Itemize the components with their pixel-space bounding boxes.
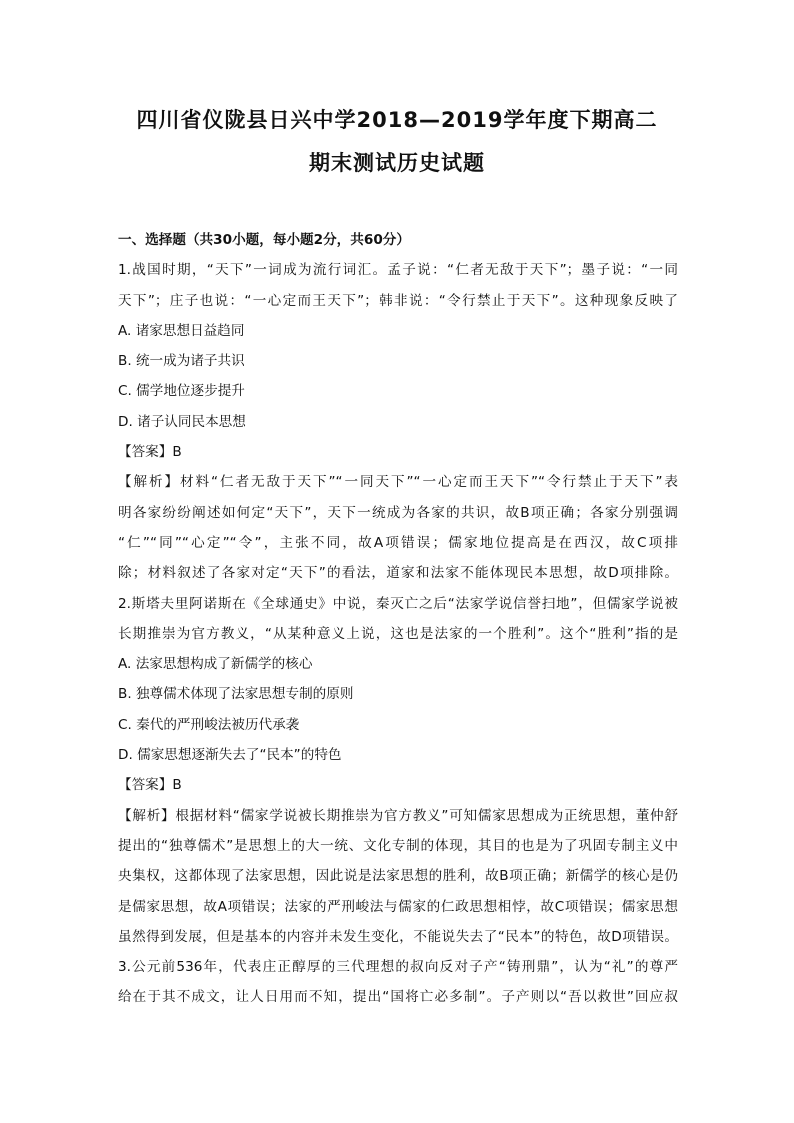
- exam-content: [118, 225, 678, 1013]
- analysis-line: 【解析】根据材料“儒家学说被长期推崇为官方教义”可知儒家思想成为正统思想，董仲舒: [118, 807, 678, 824]
- document-subtitle: 期末测试历史试题: [309, 151, 485, 175]
- question-stem-line: 长期推崇为官方教义，“从某种意义上说，这也是法家的一个胜利”。这个“胜利”指的是: [118, 625, 678, 642]
- question-stem-line: 1.战国时期，“天下”一词成为流行词汇。孟子说：“仁者无敌于天下”；墨子说：“一同: [118, 262, 678, 279]
- question-3: [118, 952, 678, 1013]
- section-heading: 一、选择题（共30小题，每小题2分，共60分）: [118, 232, 410, 248]
- option-a: A. 法家思想构成了新儒学的核心: [118, 656, 313, 673]
- option-d: D. 诸子认同民本思想: [118, 413, 246, 430]
- analysis-line: 提出的“独尊儒术”是思想上的大一统、文化专制的体现，其目的也是为了巩固专制主义中: [118, 837, 678, 854]
- option-d: D. 儒家思想逐渐失去了“民本”的特色: [118, 747, 342, 764]
- analysis-line: 【解析】材料“仁者无敌于天下”“一同天下”“一心定而王天下”“令行禁止于天下”表: [118, 474, 678, 491]
- analysis-line: 虽然得到发展，但是基本的内容并未发生变化，不能说失去了“民本”的特色，故D项错误。: [118, 928, 678, 945]
- analysis-line: 除；材料叙述了各家对定“天下”的看法，道家和法家不能体现民本思想，故D项排除。: [118, 565, 678, 582]
- option-a: A. 诸家思想日益趋同: [118, 322, 245, 339]
- option-b: B. 独尊儒术体现了法家思想专制的原则: [118, 686, 354, 703]
- question-stem-line: 3.公元前536年，代表庄正醇厚的三代理想的叔向反对子产“铸刑鼎”，认为“礼”的尊严: [118, 959, 678, 976]
- question-1: [118, 255, 678, 588]
- document-title: 四川省仪陇县日兴中学2018—2019学年度下期高二: [136, 108, 658, 132]
- analysis-line: 明各家纷纷阐述如何定“天下”，天下一统成为各家的共识，故B项正确；各家分别强调: [118, 504, 678, 521]
- question-stem-line: 天下”；庄子也说：“一心定而王天下”；韩非说：“令行禁止于天下”。这种现象反映了: [118, 292, 678, 309]
- analysis-line: 央集权，这都体现了法家思想，因此说是法家思想的胜利，故B项正确；新儒学的核心是仍: [118, 868, 678, 885]
- question-stem-line: 2.斯塔夫里阿诺斯在《全球通史》中说，秦灭亡之后“法家学说信誉扫地”，但儒家学说被: [118, 595, 678, 612]
- question-stem-line: 给在于其不成文，让人日用而不知，提出“国将亡必多制”。子产则以“吾以救世”回应叔: [118, 989, 678, 1006]
- analysis-line: 是儒家思想，故A项错误；法家的严刑峻法与儒家的仁政思想相悖，故C项错误；儒家思想: [118, 898, 678, 915]
- answer: 【答案】B: [118, 777, 182, 794]
- option-b: B. 统一成为诸子共识: [118, 353, 245, 370]
- question-2: [118, 589, 678, 953]
- option-c: C. 儒学地位逐步提升: [118, 383, 245, 400]
- answer: 【答案】B: [118, 444, 182, 461]
- option-c: C. 秦代的严刑峻法被历代承袭: [118, 716, 300, 733]
- analysis-line: “仁”“同”“心定”“令”，主张不同，故A项错误；儒家地位提高是在西汉，故C项排: [118, 534, 678, 551]
